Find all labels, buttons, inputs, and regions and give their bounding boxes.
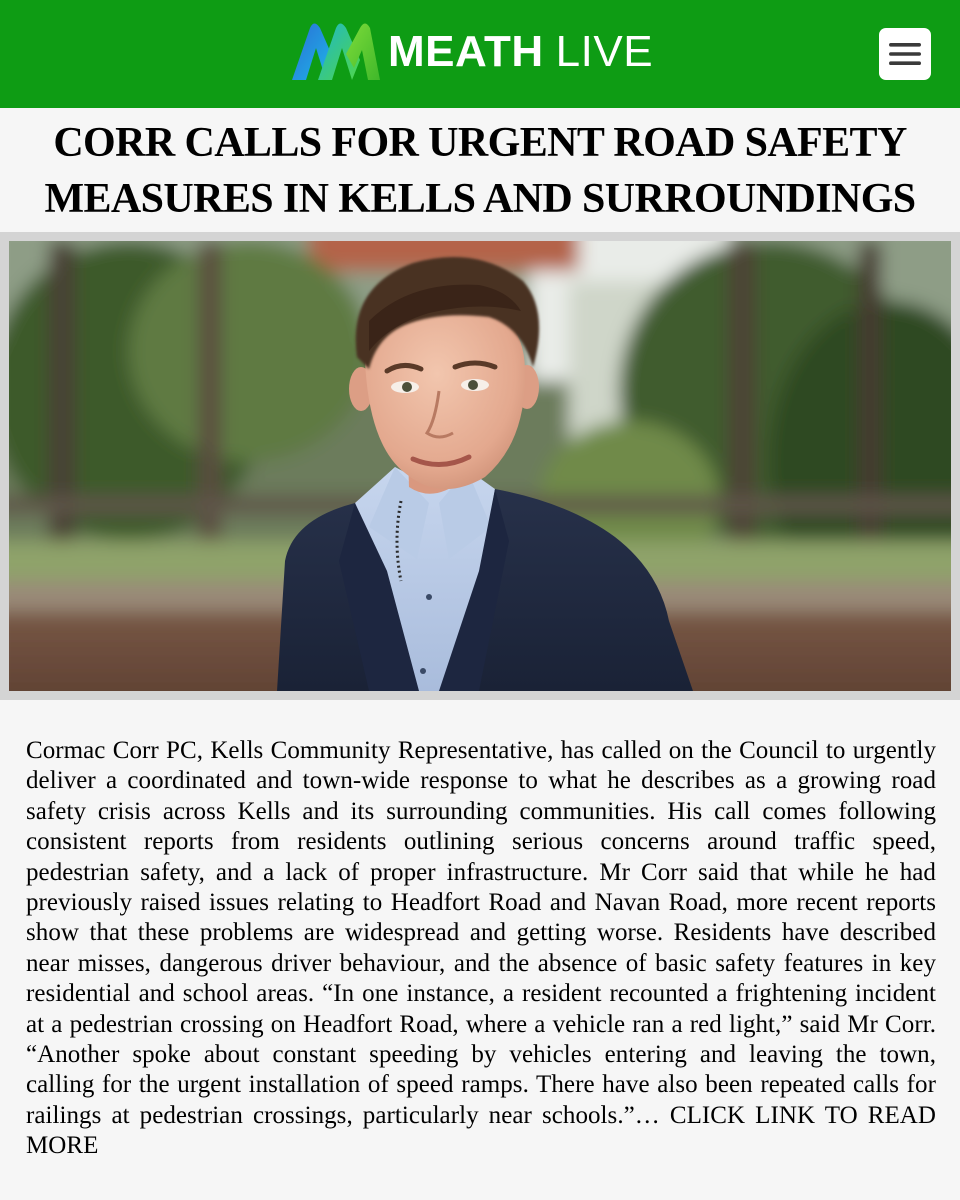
menu-button[interactable] (879, 28, 931, 80)
photo-frame (0, 232, 960, 700)
portrait-photo-icon (9, 241, 951, 691)
hamburger-menu-icon (888, 41, 922, 67)
article-headline: CORR CALLS FOR URGENT ROAD SAFETY MEASURES IN KELLS AND SURROUNDINGS (44, 120, 916, 222)
article-body (26, 736, 936, 1162)
read-more-link[interactable]: CLICK LINK TO READ MORE (26, 1101, 936, 1160)
top-bar (0, 0, 960, 108)
brand-name (388, 27, 654, 76)
article-photo[interactable] (9, 241, 951, 691)
brand-word-live: LIVE (555, 27, 654, 76)
brand-logo-link[interactable] (288, 20, 653, 84)
brand-word-meath: MEATH (388, 27, 544, 76)
article-text: Cormac Corr PC, Kells Community Representative, has called on the Council to urgently deliver a coordinated and town-wide response to what he describes as a growing road safety crisis across Kells and its surrounding communities. His call comes following consistent reports from residents outlining serious concerns around traffic speed, pedestrian safety, and a lack of proper infrastructure. Mr Corr said that while he had previously raised issues relating to Headfort Road and Navan Road, more recent reports show that these problems are widespread and getting worse. Residents have described near misses, dangerous driver behaviour, and the absence of basic safety features in key residential and school areas. “In one instance, a resident recounted a frightening incident at a pedestrian crossing on Headfort Road, where a vehicle ran a red light,” said Mr Corr. “Another spoke about constant speeding by vehicles entering and leaving the town, calling for the urgent installation of speed ramps. There have also been repeated calls for railings at pedestrian crossings, particularly near schools.”… (26, 737, 936, 1129)
headline-banner (0, 110, 960, 232)
meath-live-m-logo-icon (288, 20, 382, 84)
